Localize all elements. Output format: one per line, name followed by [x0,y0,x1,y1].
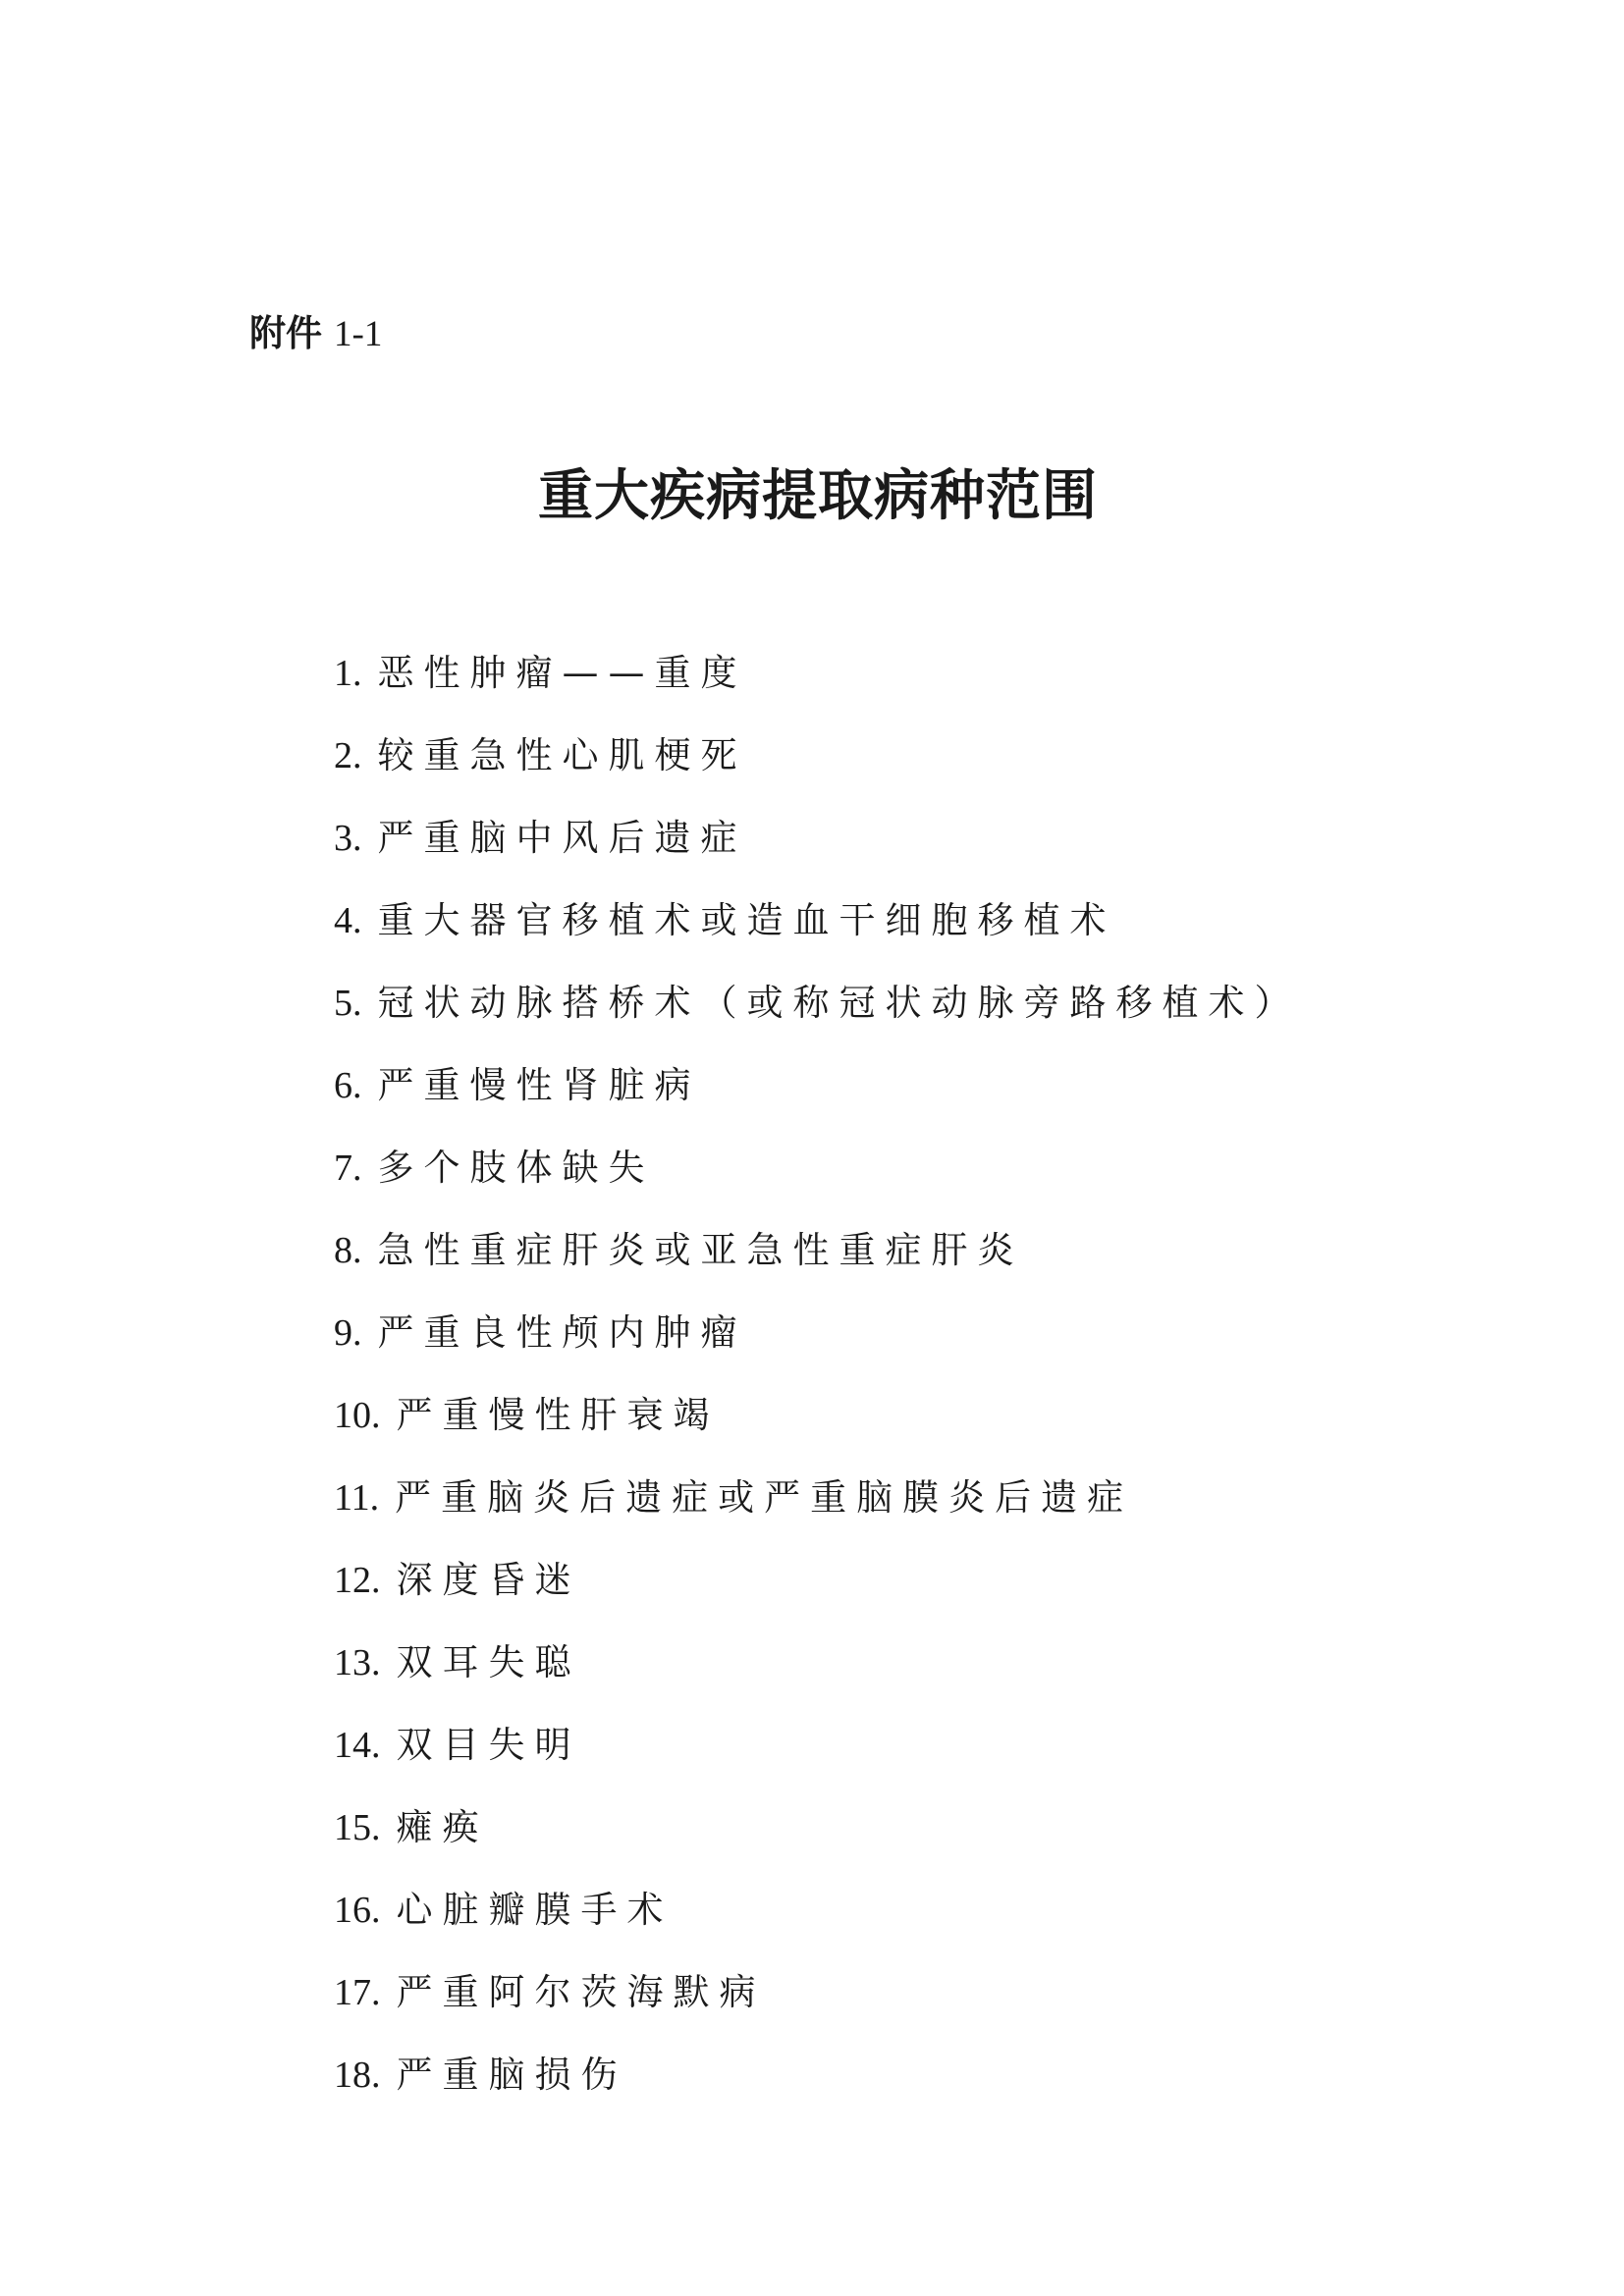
list-item-text: 深度昏迷 [396,1559,581,1601]
list-item [334,2034,1301,2116]
page-title: 重大疾病提取病种范围 [538,463,1098,528]
list-item-number: 6. [334,1065,362,1106]
list-item-number: 15. [334,1807,381,1848]
list-item-text: 严重脑炎后遗症或严重脑膜炎后遗症 [395,1476,1134,1519]
list-item-number: 2. [334,735,362,776]
list-item-text: 重大器官移植术或造血干细胞移植术 [377,899,1116,941]
list-item-number: 3. [334,818,362,859]
list-item-number: 4. [334,900,362,941]
list-item [334,1539,1301,1622]
list-item [334,797,1301,880]
list-item [334,880,1301,962]
list-item [334,1292,1301,1374]
list-item-text: 严重慢性肝衰竭 [396,1394,720,1436]
list-item-text: 冠状动脉搭桥术（或称冠状动脉旁路移植术） [377,982,1301,1024]
list-item-text: 严重阿尔茨海默病 [396,1971,766,2013]
list-item-number: 17. [334,1972,381,2013]
list-item-number: 9. [334,1312,362,1354]
list-item [334,1374,1301,1457]
list-item-text: 多个肢体缺失 [377,1147,655,1189]
list-item [334,1127,1301,1209]
list-item [334,1457,1301,1539]
list-item-number: 14. [334,1725,381,1766]
list-item-text: 严重慢性肾脏病 [377,1064,701,1106]
list-item [334,1209,1301,1292]
list-item [334,715,1301,797]
list-item-number: 7. [334,1148,362,1189]
list-item [334,1622,1301,1704]
list-item-number: 11. [334,1477,380,1519]
list-item-text: 较重急性心肌梗死 [377,734,747,776]
list-item-text: 急性重症肝炎或亚急性重症肝炎 [377,1229,1024,1271]
list-item [334,632,1301,715]
attachment-label: 附件 [249,312,322,354]
list-item-number: 18. [334,2055,381,2096]
list-item-number: 5. [334,983,362,1024]
list-item-text: 恶性肿瘤——重度 [377,652,747,694]
list-item-text: 严重良性颅内肿瘤 [377,1311,747,1354]
list-item-number: 12. [334,1560,381,1601]
list-item [334,1044,1301,1127]
list-item-number: 16. [334,1890,381,1931]
list-item-text: 严重脑损伤 [396,2054,627,2096]
list-item [334,1704,1301,1787]
disease-list [334,632,1301,2116]
list-item-text: 双目失明 [396,1724,581,1766]
list-item-number: 8. [334,1230,362,1271]
list-item-number: 1. [334,653,362,694]
list-item-text: 心脏瓣膜手术 [396,1889,674,1931]
list-item-text: 严重脑中风后遗症 [377,817,747,859]
list-item-number: 10. [334,1395,381,1436]
attachment-heading [249,309,382,359]
list-item-text: 瘫痪 [396,1806,489,1848]
list-item [334,1787,1301,1869]
attachment-number: 1-1 [334,314,383,354]
list-item [334,962,1301,1044]
list-item [334,1951,1301,2034]
list-item-text: 双耳失聪 [396,1641,581,1683]
list-item [334,1869,1301,1951]
list-item-number: 13. [334,1642,381,1683]
